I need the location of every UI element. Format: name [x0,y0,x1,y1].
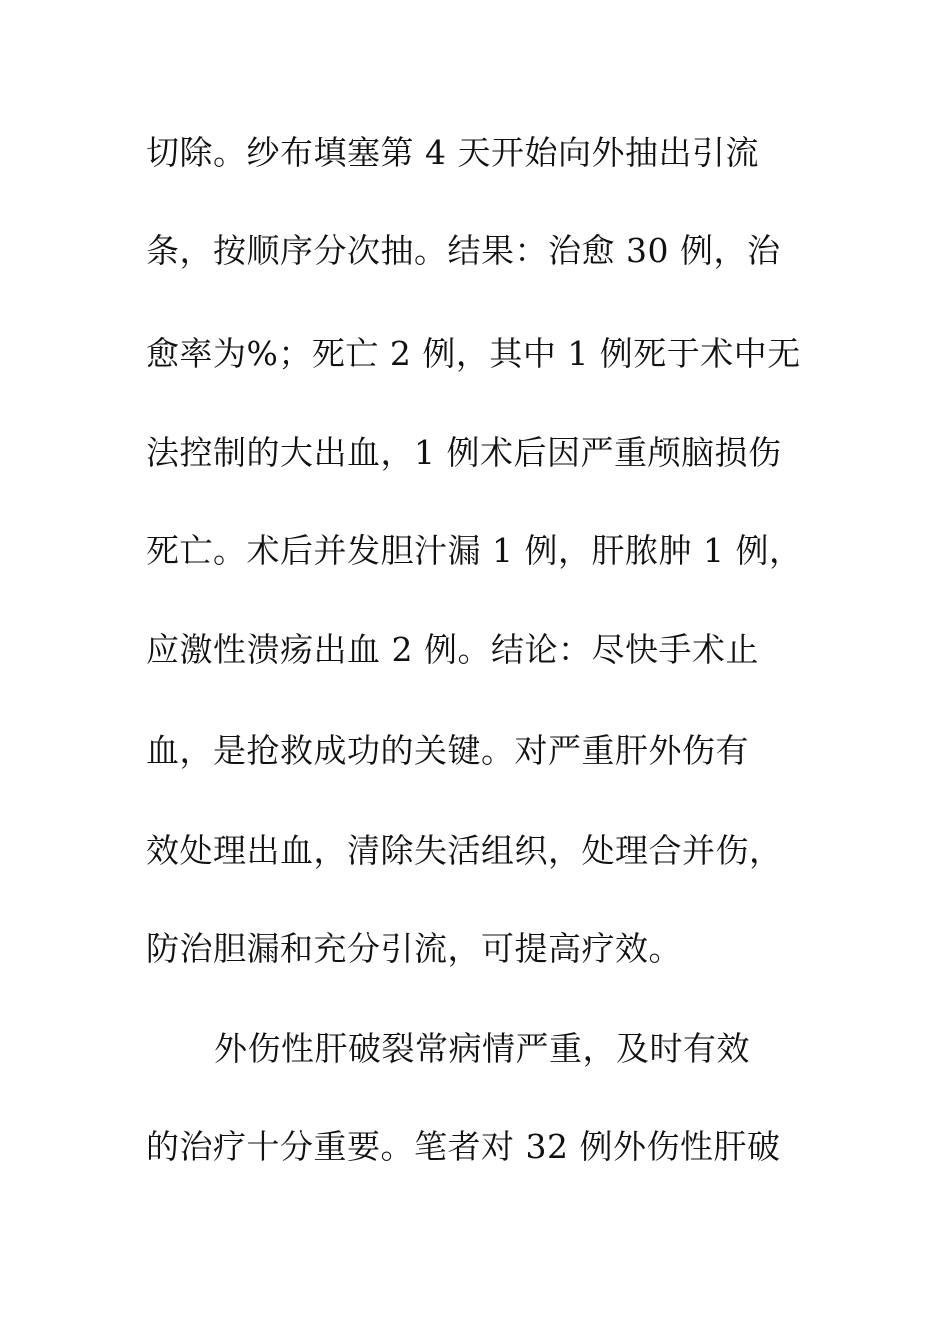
text-line: 外伤性肝破裂常病情严重，及时有效 [214,1029,750,1068]
text-line: 切除。纱布填塞第 4 天开始向外抽出引流 [146,133,759,172]
text-line: 防治胆漏和充分引流，可提高疗效。 [146,929,682,968]
text-line: 血，是抢救成功的关键。对严重肝外伤有 [146,731,749,770]
text-line: 死亡。术后并发胆汁漏 1 例，肝脓肿 1 例， [146,531,803,570]
text-line: 法控制的大出血，1 例术后因严重颅脑损伤 [146,433,782,472]
text-line: 效处理出血，清除失活组织，处理合并伤， [146,831,783,870]
text-line: 的治疗十分重要。笔者对 32 例外伤性肝破 [146,1127,781,1166]
text-line: 愈率为%；死亡 2 例，其中 1 例死于术中无 [146,334,801,373]
text-line: 应激性溃疡出血 2 例。结论：尽快手术止 [146,630,759,669]
text-line: 条，按顺序分次抽。结果：治愈 30 例，治 [146,231,781,270]
